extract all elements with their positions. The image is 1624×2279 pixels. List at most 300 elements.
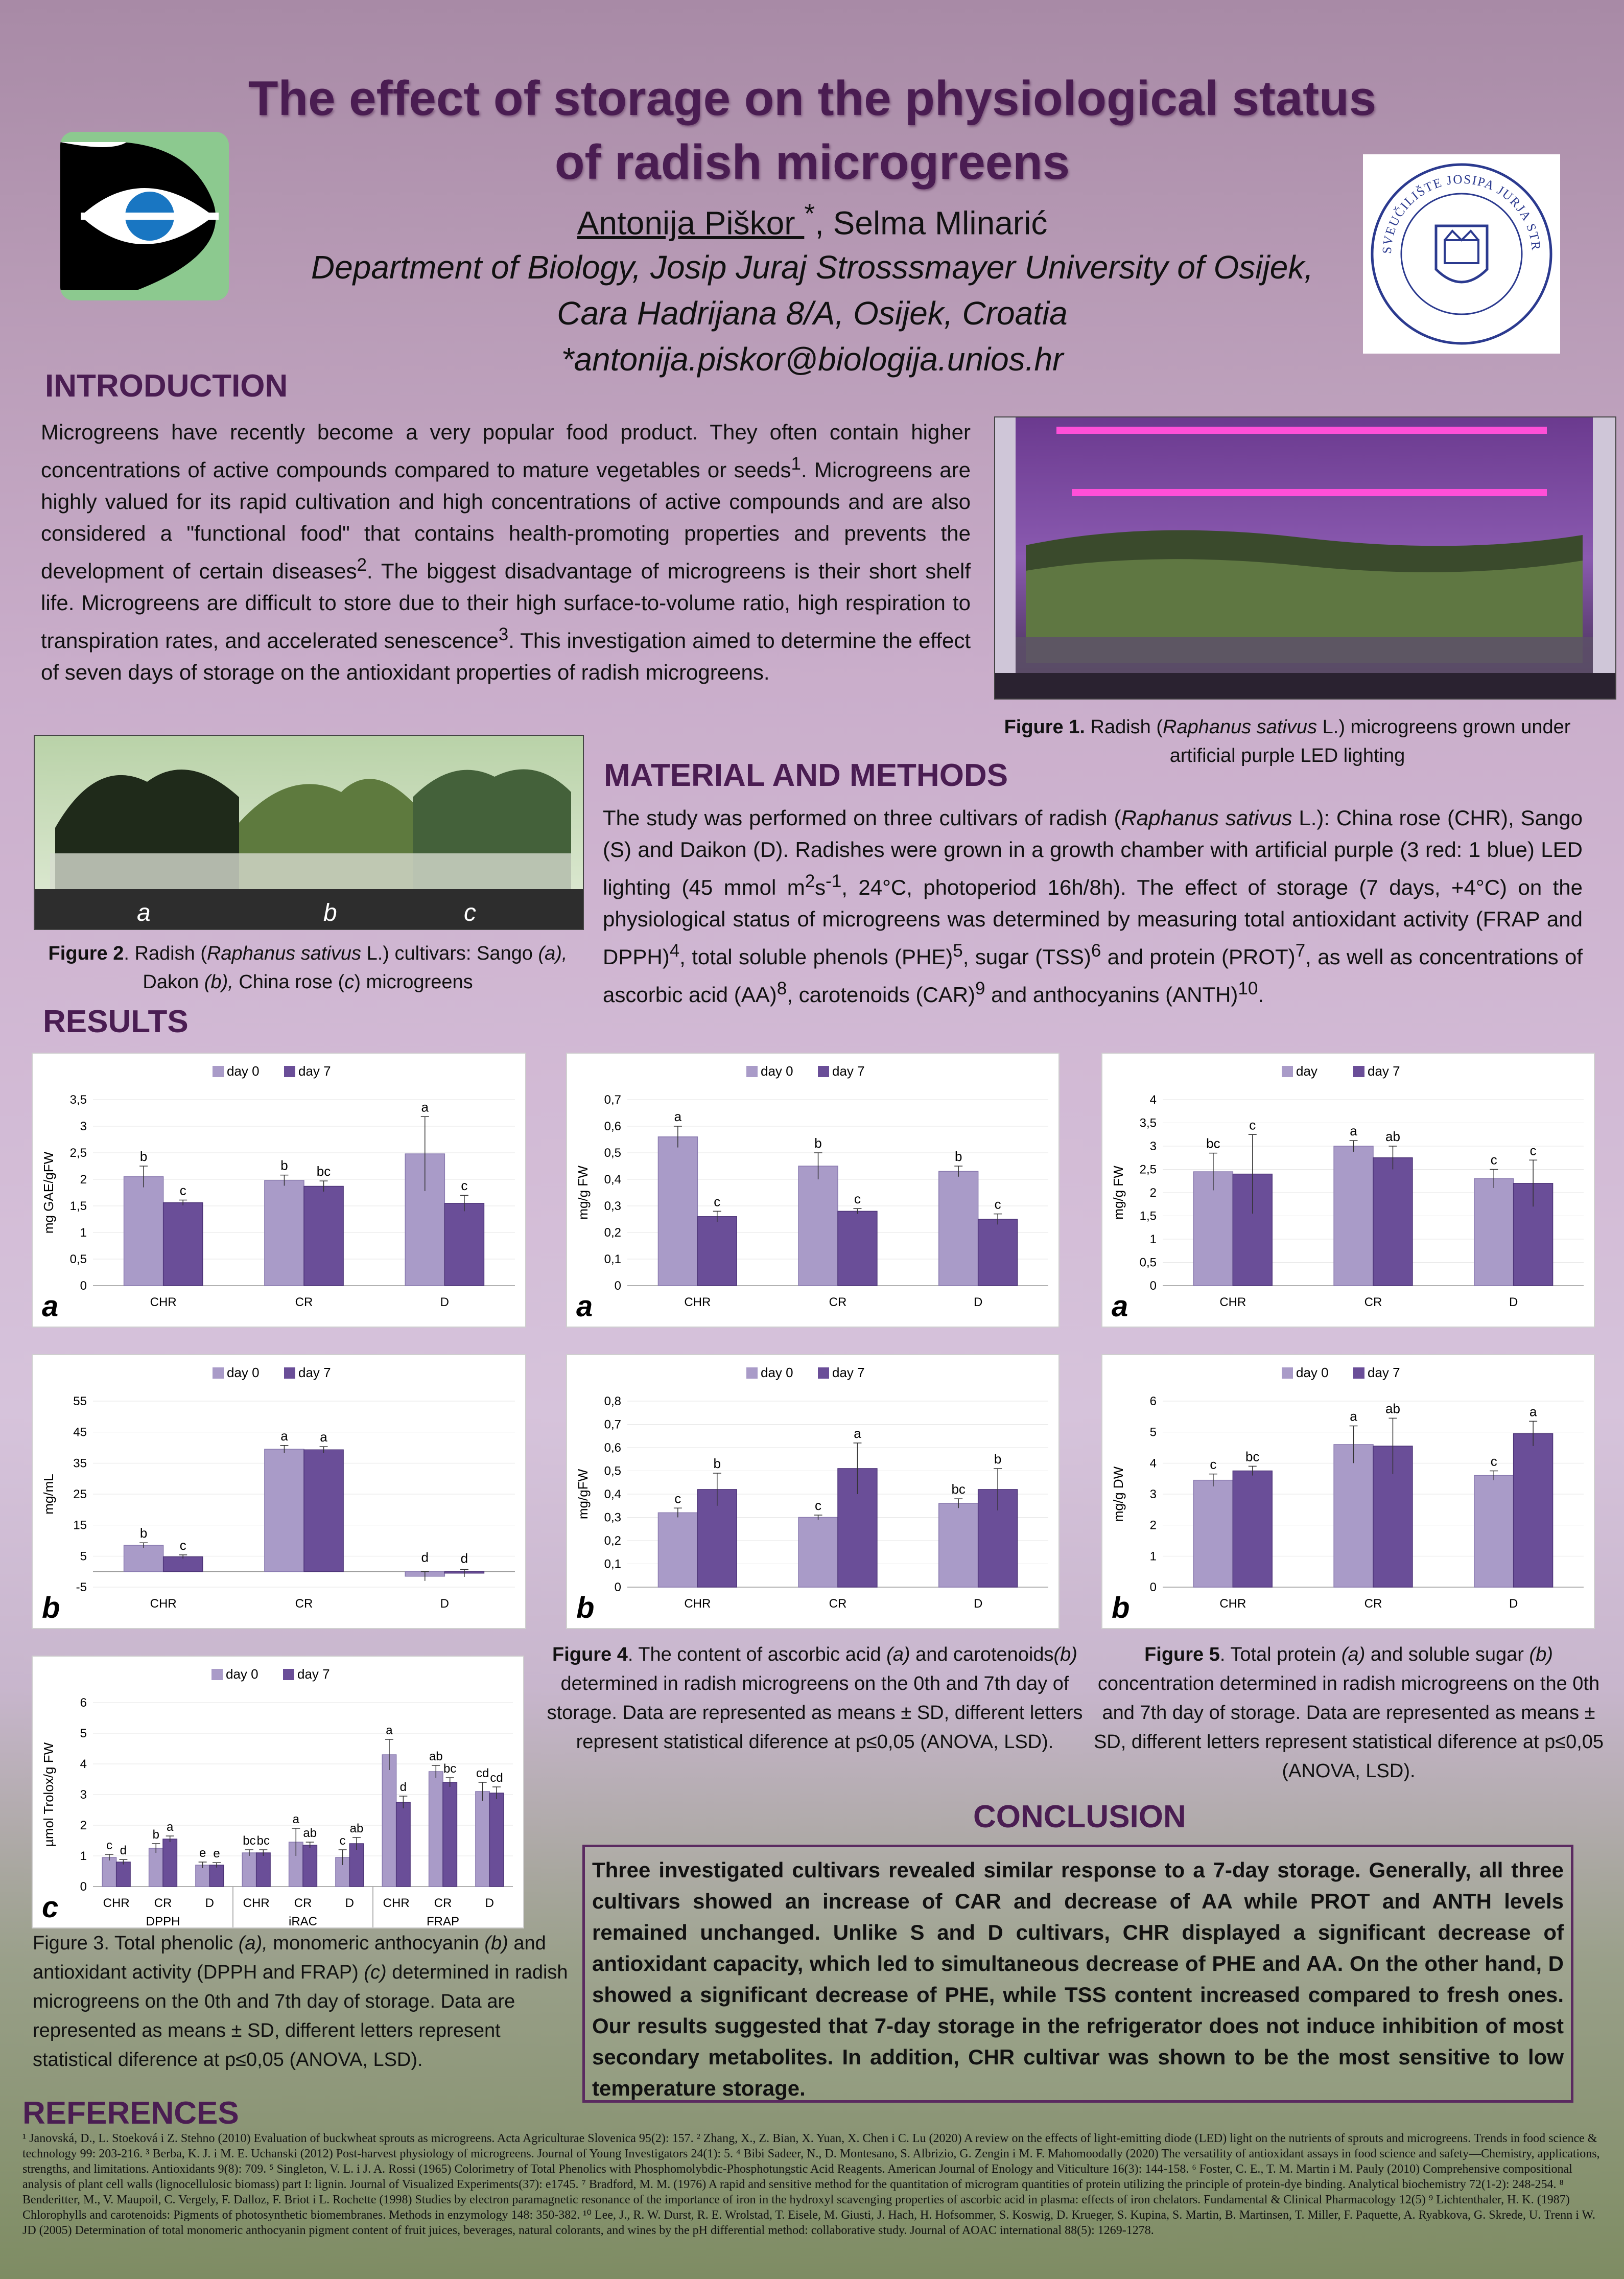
significance-letter: c [1529, 1143, 1537, 1158]
legend-label: day 7 [1368, 1365, 1400, 1380]
y-tick-label: 5 [80, 1727, 87, 1740]
significance-letter: bc [1245, 1449, 1260, 1464]
m-t7: and protein (PROT) [1101, 945, 1296, 969]
significance-letter: c [1249, 1117, 1256, 1133]
author-rest: , Selma Mlinarić [815, 204, 1048, 242]
y-tick-label: 4 [80, 1757, 87, 1771]
significance-letter: c [1210, 1456, 1217, 1472]
panel-letter: c [42, 1891, 59, 1924]
significance-letter: c [815, 1497, 822, 1513]
x-tick-label: CR [829, 1295, 847, 1309]
group-label: FRAP [426, 1915, 460, 1927]
intro-ref-2: 2 [357, 555, 367, 575]
y-tick-label: 0 [80, 1880, 87, 1894]
poster-title [153, 66, 1471, 194]
bar-d-day7 [209, 1865, 223, 1887]
methods-heading: MATERIAL AND METHODS [604, 758, 1008, 793]
bar-cr-day0 [1334, 1146, 1373, 1286]
figure3-c: (c) [364, 1962, 387, 1983]
chart-ascorbic-acid [566, 1053, 1060, 1328]
panel-letter: a [42, 1290, 59, 1323]
legend-label: day [1296, 1063, 1317, 1079]
bar-chr-day0 [658, 1513, 697, 1587]
figure2-photo [34, 735, 584, 930]
x-tick-label: CR [294, 1896, 312, 1910]
x-tick-label: CHR [684, 1295, 711, 1309]
bar-chr-day7 [116, 1862, 130, 1887]
panel-letter: a [576, 1290, 593, 1323]
significance-letter: a [292, 1812, 299, 1826]
figure1-species: Raphanus sativus [1163, 716, 1317, 738]
x-tick-label: CR [1364, 1295, 1382, 1309]
intro-text-a: Microgreens have recently become a very popular food product. They often contain higher concentrations of active compounds compared to mature vegetables or seeds [41, 420, 971, 482]
significance-letter: a [1350, 1408, 1357, 1424]
significance-letter: d [399, 1780, 407, 1794]
bar-d-day0 [939, 1503, 978, 1587]
y-tick-label: 2,5 [1139, 1162, 1157, 1177]
significance-letter: d [460, 1550, 468, 1566]
bar-d-day0 [1474, 1179, 1514, 1286]
intro-text-c: . The biggest disadvantage of microgreens is their short shelf life. Microgreens are difficult to store due to their high surface-to-volume ratio, high respiration to transpiration rates, and accelerated senescence [41, 559, 971, 653]
figure3-t1: Total phenolic [109, 1933, 239, 1954]
significance-letter: bc [1206, 1135, 1220, 1151]
y-tick-label: 0,5 [604, 1464, 621, 1478]
figure5-a: (a) [1341, 1644, 1366, 1665]
legend-swatch-day0 [1282, 1367, 1293, 1379]
y-tick-label: 0,6 [604, 1441, 621, 1455]
figure1-caption [991, 713, 1584, 770]
significance-letter: ab [1385, 1401, 1400, 1416]
bar-cr-day7 [304, 1187, 343, 1286]
m-t9: , carotenoids (CAR) [787, 983, 976, 1007]
bar-cr-day7 [303, 1845, 317, 1887]
significance-letter: a [167, 1820, 174, 1834]
bar-d-day7 [349, 1844, 363, 1887]
authors [307, 198, 1318, 242]
affiliation-line-1: Department of Biology, Josip Juraj Strosssmayer University of Osijek, [311, 249, 1314, 286]
y-tick-label: 3 [1149, 1140, 1157, 1153]
x-tick-label: CHR [1219, 1597, 1246, 1611]
y-tick-label: 2 [1149, 1186, 1157, 1200]
y-axis-label: mg/g FW [575, 1166, 591, 1220]
y-tick-label: 3 [80, 1120, 87, 1133]
panel-letter: a [1112, 1290, 1128, 1323]
photo-label-a: a [137, 899, 151, 926]
group-label: iRAC [288, 1915, 318, 1927]
y-axis-label: mg GAE/gFW [41, 1151, 56, 1234]
legend-swatch-day0 [1282, 1066, 1293, 1077]
y-axis-label: mg/mL [41, 1474, 56, 1515]
significance-letter: e [199, 1846, 206, 1860]
bar-chr-day7 [256, 1853, 270, 1887]
bar-d-day0 [196, 1865, 209, 1887]
legend-swatch-day0 [746, 1066, 758, 1077]
radish-cultivars-image [35, 736, 583, 929]
m-s-e: 6 [1091, 941, 1101, 961]
bar-chr-day0 [382, 1755, 396, 1887]
significance-letter: ab [1385, 1129, 1400, 1144]
x-tick-label: CHR [684, 1597, 711, 1611]
significance-letter: a [854, 1425, 861, 1441]
bar-d-day7 [489, 1793, 503, 1887]
legend-swatch-day7 [818, 1367, 829, 1379]
figure4-b: (b) [1053, 1644, 1077, 1665]
figure2-text-c: Dakon [143, 971, 204, 993]
methods-text [603, 802, 1583, 1011]
bar-cr-day0 [429, 1772, 443, 1887]
y-tick-label: 0,3 [604, 1199, 621, 1213]
figure5-t1: . Total protein [1219, 1644, 1341, 1665]
panel-letter: b [42, 1591, 60, 1624]
significance-letter: b [280, 1157, 288, 1173]
y-tick-label: 0,4 [604, 1173, 621, 1187]
results-heading: RESULTS [43, 1004, 189, 1039]
university-seal [1363, 154, 1560, 354]
figure4-t2: and carotenoids [910, 1644, 1054, 1665]
figure1-text-a: Radish ( [1085, 716, 1163, 738]
figure3-label: Figure 3. [33, 1933, 109, 1954]
y-tick-label: 2 [80, 1819, 87, 1832]
m-t11: . [1258, 983, 1264, 1007]
y-tick-label: 1,5 [69, 1199, 87, 1213]
y-tick-label: 1 [80, 1226, 87, 1240]
y-tick-label: 5 [1149, 1425, 1157, 1439]
chart-carotenoids [566, 1354, 1060, 1629]
x-tick-label: CHR [1219, 1295, 1246, 1309]
y-tick-label: 1 [1149, 1232, 1157, 1246]
m-s-a: 2 [805, 871, 815, 891]
figure2-a: (a), [538, 943, 568, 964]
significance-letter: b [139, 1149, 148, 1164]
intro-ref-1: 1 [791, 454, 801, 474]
m-t5: , total soluble phenols (PHE) [679, 945, 953, 969]
y-tick-label: 0,4 [604, 1487, 621, 1501]
y-tick-label: 0,7 [604, 1417, 621, 1432]
y-tick-label: 3,5 [69, 1093, 87, 1107]
bar-d-day0 [939, 1171, 978, 1286]
y-tick-label: 0 [80, 1279, 87, 1293]
figure1-label: Figure 1. [1004, 716, 1085, 738]
bar-cr-day7 [443, 1782, 457, 1887]
m-t2: L.): China rose (CHR), Sango (S) and Daikon (D). Radishes were grown in a growth chamber with artificial purple (3 red: 1 blue) LED lighting (45 mmol m [603, 806, 1583, 899]
significance-letter: b [152, 1828, 159, 1842]
m-s-i: 10 [1238, 979, 1258, 998]
y-tick-label: 2 [1149, 1518, 1157, 1532]
significance-letter: b [954, 1149, 962, 1164]
bar-cr-day0 [798, 1518, 838, 1588]
figure2-text-a: . Radish ( [124, 943, 207, 964]
legend-swatch-day7 [1353, 1367, 1364, 1379]
y-tick-label: 35 [73, 1456, 87, 1471]
y-tick-label: 4 [1149, 1093, 1157, 1107]
figure2-c: c [344, 971, 355, 993]
affiliation-line-2: Cara Hadrijana 8/A, Osijek, Croatia [557, 295, 1068, 332]
y-tick-label: 0,1 [604, 1557, 621, 1571]
significance-letter: c [994, 1196, 1001, 1212]
x-tick-label: CR [829, 1597, 847, 1611]
bar-cr-day7 [163, 1839, 177, 1887]
bar-d-day7 [1514, 1434, 1553, 1587]
legend-label: day 0 [761, 1365, 793, 1380]
significance-letter: d [120, 1844, 127, 1858]
intro-ref-3: 3 [498, 624, 509, 644]
intro-text-b: . Microgreens are highly valued for its rapid cultivation and high concentrations of active compounds and are also considered a "functional food" that contains health-promoting properties and prevents the development of certain diseases [41, 458, 971, 583]
significance-letter: c [714, 1194, 721, 1210]
figure5-t2: and soluble sugar [1365, 1644, 1529, 1665]
y-tick-label: -5 [76, 1580, 87, 1594]
affiliation [235, 244, 1390, 382]
legend-swatch-day7 [284, 1066, 295, 1077]
m-t8: , as well as concentrations of ascorbic acid (AA) [603, 945, 1583, 1007]
significance-letter: bc [951, 1481, 966, 1497]
bar-chr-day7 [163, 1557, 203, 1572]
bar-d-day7 [978, 1219, 1018, 1286]
legend-label: day 7 [832, 1365, 865, 1380]
y-tick-label: 0 [614, 1279, 621, 1293]
figure4-caption [542, 1640, 1088, 1757]
significance-letter: b [139, 1525, 148, 1541]
significance-letter: a [1350, 1123, 1357, 1139]
references-text: ¹ Janovská, D., L. Stoeková i Z. Stehno (2010) Evaluation of buckwheat sprouts as microgreens. Acta Agriculturae Slovenica 95(2): 157. ² Zhang, X., Z. Bian, X. Yuan, X. Chen i C. Lu (2020) A review on the effects of light-emitting diode (LED) light on the nutrients of sprouts and microgreens. Trends in food science & technology 99: 203-216. ³ Berba, K. J. i M. E. Uchanski (2012) Post-harvest physiology of microgreens. Journal of Young Investigators 24(1): 5. ⁴ Bibi Sadeer, N., D. Montesano, S. Albrizio, G. Zengin i M. F. Mahomoodally (2020) The versatility of antioxidant assays in food science and safety—Chemistry, applications, strengths, and limitations. Antioxidants 9(8): 709. ⁵ Singleton, V. L. i J. A. Rossi (1965) Colorimetry of Total Phenolics with Phosphomolybdic-Phosphotungstic Acid Reagents. American Journal of Enology and Viticulture 16(3): 144-158. ⁶ Foster, C. E., T. M. Martin i M. Pauly (2010) Comprehensive compositional analysis of plant cell walls (lignocellulosic biomass) part I: lignin. Journal of Visualized Experiments(37): e1745. ⁷ Bradford, M. M. (1976) A rapid and sensitive method for the quantitation of microgram quantities of protein utilizing the principle of protein-dye binding. Analytical biochemistry 72(1-2): 248-254. ⁸ Benderitter, M., V. Maupoil, C. Vergely, F. Dalloz, F. Briot i L. Rochette (1998) Studies by electron paramagnetic resonance of the importance of iron in the hydroxyl scavenging properties of ascorbic acid in plasma: effects of iron chelators. Fundamental & Clinical Pharmacology 12(5) ⁹ Lichtenthaler, H. K. (1987) Chlorophylls and carotenoids: Pigments of photosynthetic biomembranes. Methods in enzymology 148: 350-382. ¹⁰ Lee, J., R. W. Durst, R. E. Wrolstad, T. Eisele, M. Giusti, J. Hach, H. Hofsommer, S. Koswig, D. Krueger, S. Kupina, S. Martin, B. Martinsen, T. Miller, F. Paquette, A. Ryabkova, G. Skrede, U. Trenn i W. JD (2005) Determination of total monomeric anthocyanin pigment content of fruit juices, beverages, natural colorants, and wines by the pH differential method: collaborative study. Journal of AOAC international 88(5): 1269-1278. [22, 2132, 1600, 2237]
m-s-g: 8 [776, 979, 787, 998]
x-tick-label: D [485, 1896, 495, 1910]
figure5-caption [1093, 1640, 1604, 1786]
y-tick-label: 6 [80, 1696, 87, 1710]
figure4-a: (a) [886, 1644, 910, 1665]
bar-chr-day7 [1233, 1471, 1272, 1588]
x-tick-label: D [1509, 1597, 1518, 1611]
y-tick-label: 45 [73, 1425, 87, 1439]
figure2-text-d: China rose ( [233, 971, 345, 993]
significance-letter: a [674, 1109, 682, 1124]
y-tick-label: 0 [1149, 1580, 1157, 1594]
legend-swatch-day7 [818, 1066, 829, 1077]
y-tick-label: 3 [80, 1788, 87, 1802]
bar-chr-day7 [163, 1203, 203, 1286]
significance-letter: c [1490, 1152, 1497, 1168]
panel-letter: b [576, 1591, 595, 1624]
x-tick-label: CHR [150, 1597, 177, 1611]
bar-chr-day0 [102, 1857, 116, 1887]
m-s-f: 7 [1295, 941, 1306, 961]
m-t1: The study was performed on three cultivars of radish ( [603, 806, 1121, 830]
y-axis-label: mg/g DW [1111, 1466, 1126, 1522]
bar-cr-day7 [1373, 1158, 1413, 1286]
legend-label: day 0 [226, 1666, 258, 1682]
figure3-t3: and antioxidant activity (DPPH and FRAP) [33, 1933, 546, 1983]
introduction-text [41, 416, 971, 688]
m-s-h: 9 [975, 979, 985, 998]
legend-label: day 0 [227, 1365, 260, 1380]
figure5-t3: concentration determined in radish microgreens on the 0th and 7th day of storage. Data are represented as means ± SD, different letters represent statistical diference at p≤0,05 (ANOVA, LSD). [1093, 1673, 1604, 1782]
figure3-caption [33, 1929, 574, 2075]
significance-letter: a [386, 1724, 393, 1737]
significance-letter: b [994, 1451, 1002, 1467]
introduction-heading: INTRODUCTION [45, 368, 288, 404]
figure2-caption [31, 939, 585, 996]
y-tick-label: 55 [73, 1394, 87, 1408]
x-tick-label: D [1509, 1295, 1518, 1309]
x-tick-label: CR [1364, 1597, 1382, 1611]
bar-cr-day0 [265, 1449, 304, 1572]
y-tick-label: 1 [80, 1849, 87, 1863]
bar-chr-day0 [1193, 1480, 1233, 1587]
significance-letter: c [461, 1178, 468, 1194]
significance-letter: a [280, 1428, 288, 1444]
y-tick-label: 2 [80, 1173, 87, 1187]
y-tick-label: 5 [80, 1549, 87, 1564]
bar-cr-day0 [798, 1166, 838, 1286]
photo-label-b: b [323, 899, 337, 926]
chart-protein [1101, 1053, 1595, 1328]
bar-chr-day0 [124, 1545, 163, 1572]
significance-letter: bc [256, 1834, 270, 1848]
legend-swatch-day7 [1353, 1066, 1364, 1077]
m-t4: , 24°C, photoperiod 16h/8h). The effect of storage (7 days, +4°C) on the physiological status of microgreens was determined by measuring total antioxidant activity (FRAP and DPPH) [603, 875, 1583, 969]
y-tick-label: 0,5 [69, 1252, 87, 1266]
significance-letter: d [421, 1549, 429, 1565]
bar-cr-day7 [304, 1450, 343, 1571]
figure3-t4: determined in radish microgreens on the 0th and 7th day of storage. Data are represented as means ± SD, different letters represent statistical diference at p≤0,05 (ANOVA, LSD). [33, 1962, 568, 2071]
y-tick-label: 6 [1149, 1394, 1157, 1408]
panel-letter: b [1112, 1591, 1130, 1624]
significance-letter: c [1490, 1453, 1497, 1469]
y-tick-label: 0,6 [604, 1120, 621, 1133]
significance-letter: c [339, 1834, 346, 1848]
x-tick-label: CR [154, 1896, 172, 1910]
figure1-photo [994, 416, 1616, 700]
m-t6: , sugar (TSS) [962, 945, 1091, 969]
legend-label: day 7 [1368, 1063, 1400, 1079]
x-tick-label: CHR [243, 1896, 270, 1910]
significance-letter: c [106, 1839, 112, 1852]
significance-letter: ab [303, 1826, 317, 1840]
title-line-1: The effect of storage on the physiological status [248, 71, 1377, 126]
y-tick-label: 0 [614, 1580, 621, 1594]
significance-letter: c [854, 1191, 861, 1207]
figure2-species: Raphanus sativus [206, 943, 362, 964]
photo-label-c: c [464, 899, 476, 926]
significance-letter: bc [316, 1164, 331, 1179]
m-t3: s [815, 875, 826, 899]
group-label: DPPH [146, 1915, 180, 1927]
legend-swatch-day7 [284, 1367, 295, 1379]
significance-letter: c [674, 1491, 681, 1506]
figure3-b: (b) [484, 1933, 508, 1954]
bar-chr-day0 [124, 1177, 163, 1286]
figure4-t1: . The content of ascorbic acid [627, 1644, 887, 1665]
figure3-a: (a), [238, 1933, 268, 1954]
references-heading: REFERENCES [22, 2096, 239, 2131]
bar-d-day0 [1474, 1476, 1514, 1587]
y-tick-label: 3,5 [1139, 1116, 1157, 1130]
significance-letter: a [421, 1099, 429, 1115]
x-tick-label: D [973, 1597, 983, 1611]
significance-letter: ab [349, 1822, 364, 1835]
significance-letter: b [713, 1456, 721, 1472]
seal-text: SVEUČILIŠTE JOSIPA JURJA STR [1380, 172, 1543, 254]
m-species: Raphanus sativus [1121, 806, 1292, 830]
figure5-b: (b) [1529, 1644, 1553, 1665]
y-tick-label: 15 [73, 1518, 87, 1532]
y-tick-label: 1,5 [1139, 1209, 1157, 1223]
y-tick-label: 2,5 [69, 1146, 87, 1160]
figure5-label: Figure 5 [1144, 1644, 1220, 1665]
significance-letter: bc [243, 1834, 256, 1848]
legend-label: day 7 [298, 1365, 331, 1380]
significance-letter: b [814, 1135, 822, 1151]
significance-letter: c [179, 1182, 186, 1198]
significance-letter: c [179, 1537, 186, 1553]
significance-letter: cd [490, 1771, 503, 1785]
bar-chr-day0 [658, 1137, 697, 1286]
legend-label: day 7 [298, 1063, 331, 1079]
legend-swatch-day0 [213, 1367, 224, 1379]
legend-label: day 0 [761, 1063, 793, 1079]
y-axis-label: mg/gFW [575, 1469, 591, 1520]
y-axis-label: µmol Trolox/g FW [41, 1742, 56, 1847]
x-tick-label: CR [295, 1295, 313, 1309]
m-s-b: -1 [826, 871, 842, 891]
m-s-d: 5 [953, 941, 963, 961]
bar-chr-day7 [396, 1802, 410, 1887]
legend-swatch-day7 [283, 1669, 294, 1680]
significance-letter: a [320, 1429, 327, 1445]
seal-icon [1363, 154, 1560, 354]
affiliation-email: *antonija.piskor@biologija.unios.hr [561, 341, 1064, 378]
title-line-2: of radish microgreens [554, 135, 1070, 190]
x-tick-label: CR [434, 1896, 452, 1910]
significance-letter: a [1529, 1404, 1537, 1420]
figure1-text-b: L.) microgreens grown under artificial purple LED lighting [1169, 716, 1571, 766]
y-tick-label: 3 [1149, 1487, 1157, 1501]
conclusion-box [582, 1845, 1573, 2103]
y-tick-label: 0,8 [604, 1394, 621, 1408]
bar-cr-day0 [1334, 1445, 1373, 1587]
y-tick-label: 1 [1149, 1549, 1157, 1564]
y-tick-label: 0,2 [604, 1534, 621, 1548]
m-t10: and anthocyanins (ANTH) [985, 983, 1238, 1007]
y-tick-label: 0,3 [604, 1510, 621, 1525]
figure3-t2: monomeric anthocyanin [267, 1933, 485, 1954]
legend-label: day 7 [832, 1063, 865, 1079]
significance-letter: ab [429, 1750, 443, 1763]
bar-chr-day7 [697, 1217, 737, 1286]
x-tick-label: CHR [383, 1896, 410, 1910]
chart-total-phenolics [32, 1053, 526, 1328]
significance-letter: e [213, 1847, 220, 1861]
led-growth-chamber-image [995, 417, 1615, 699]
bar-chr-day0 [242, 1853, 256, 1887]
x-tick-label: CHR [103, 1896, 130, 1910]
conclusion-text: Three investigated cultivars revealed similar response to a 7-day storage. Generally, all three cultivars showed an increase of CAR and decrease of AA while PROT and ANTH levels remained unchanged. Unlike S and D cultivars, CHR displayed a significant decrease of antioxidant capacity, which led to simultaneous decrease of PHE and AA. On the other hand, D showed a significant decrease of PHE, while TSS content increased compared to fresh ones. Our results suggested that 7-day storage in the refrigerator does not induce inhibition of most secondary metabolites. In addition, CHR cultivar was shown to be the most sensitive to low temperature storage. [592, 1858, 1564, 2100]
x-tick-label: D [205, 1896, 215, 1910]
y-tick-label: 4 [1149, 1456, 1157, 1471]
m-s-c: 4 [669, 941, 680, 961]
figure2-text-e: ) microgreens [354, 971, 473, 993]
x-tick-label: D [345, 1896, 355, 1910]
bar-cr-day7 [838, 1211, 877, 1286]
x-tick-label: D [973, 1295, 983, 1309]
y-tick-label: 0,7 [604, 1093, 621, 1107]
y-tick-label: 0,2 [604, 1226, 621, 1240]
legend-label: day 7 [297, 1666, 330, 1682]
significance-letter: cd [476, 1766, 489, 1780]
bar-d-day7 [444, 1203, 484, 1286]
y-tick-label: 0,5 [1139, 1255, 1157, 1270]
intro-text-d: . This investigation aimed to determine the effect of seven days of storage on the antioxidant properties of radish microgreens. [41, 629, 971, 684]
y-tick-label: 0 [1149, 1279, 1157, 1293]
